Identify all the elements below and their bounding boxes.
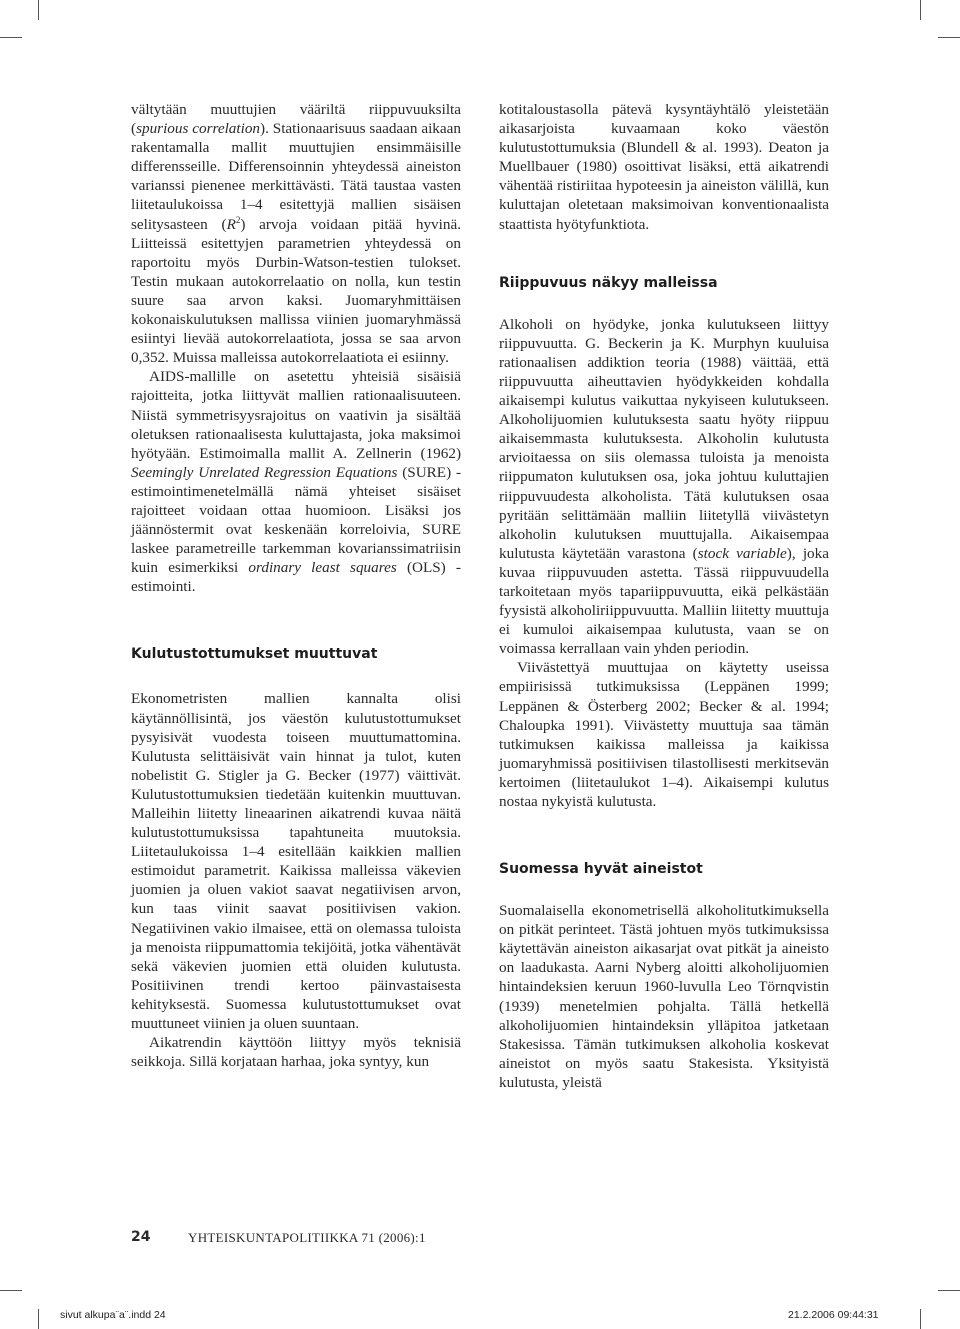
crop-mark [38, 1309, 39, 1329]
crop-mark [38, 0, 39, 20]
crop-mark [0, 37, 22, 38]
paragraph: kotitaloustasolla pätevä kysyntäyhtälö yleistetään aikasarjoista kuvaamaan koko väestön kulutustottumuksia (Blundell & al. 1993). Deaton ja Muellbauer (1980) osoittivat lisäksi, että aikatrendi vähentää ristiriitaa hypoteesin ja aineiston välillä, kun kuluttajan oletetaan maksimoivan konventionaalista staattista hyötyfunktiota. [499, 101, 829, 233]
journal-name: YHTEISKUNTAPOLITIIKKA 71 (2006):1 [188, 1230, 426, 1245]
italic-term: R [226, 215, 236, 233]
right-column [499, 100, 829, 1092]
slug-timestamp: 21.2.2006 09:44:31 [788, 1309, 879, 1321]
crop-mark [938, 1290, 960, 1291]
italic-term: spurious correlation [136, 120, 261, 138]
paragraph: Alkoholi on hyödyke, jonka kulutukseen liittyy riippuvuutta. G. Beckerin ja K. Murphyn kuuluisa rationaalisen addiktion teoria (1988) väittää, että riippuvuutta aiheuttavien hyödykkeiden kohdalla aikaisempi kulutus vaikuttaa nykyiseen kulutukseen. Alkoholijuomien kulutuksesta saatu hyöty riippuu aikaisemmasta kulutuksesta. Alkoholin kulutusta arvioitaessa on siis olemassa tuloista ja menoista riippumaton kulutuksen osa, joka johtuu kuluttajien riippuvuudesta alkoholista. Tätä kulutuksen osaa pyritään selittämään malliin liitetyllä viivästetyn alkoholin kulutuksen muuttujalla. Aikaisempaa kulutusta käytetään varastona (stock variable), joka kuvaa riippuvuuden astetta. Tässä riippuvuudella tarkoitetaan myös tapariippuvuutta, eikä pelkästään fyysistä alkoholiriippuvuutta. Malliin liitetty muuttuja ei kumuloi aikaisempaa kulutusta, vaan se on voimassa kerrallaan vain yhden periodin. [499, 315, 829, 658]
italic-term: stock variable [697, 544, 787, 562]
italic-term: ordinary least squares [248, 559, 397, 577]
crop-mark [938, 37, 960, 38]
left-column [131, 100, 461, 1071]
paragraph: Viivästettyä muuttujaa on käytetty useissa empiirisissä tutkimuksissa (Leppänen 1999; Leppänen & Österberg 2002; Becker & al. 1994; Chaloupka 1991). Viivästetty muuttuja saa tämän tutkimuksen kaikissa malleissa ja kaikissa juomaryhmissä positiivisen tilastollisesti merkitsevän kertoimen (liitetaulukot 1–4). Aikaisempi kulutus nostaa nykyistä kulutusta. [499, 659, 829, 810]
section-heading: Riippuvuus näkyy malleissa [499, 274, 718, 291]
paragraph: Aikatrendin käyttöön liittyy myös teknisiä seikkoja. Sillä korjataan harhaa, joka syntyy, kun [131, 1034, 461, 1071]
italic-term: Seemingly Unrelated Regression Equations [131, 463, 398, 481]
section-heading: Kulutustottumukset muuttuvat [131, 646, 378, 663]
paragraph: AIDS-mallille on asetettu yhteisiä sisäisiä rajoitteita, jotka liittyvät mallien rationaalisuuteen. Niistä symmetrisyysrajoitus on vaativin ja sisältää oletuksen rationaalisesta kuluttajasta, joka maksimoi hyötyään. Estimoimalla mallit A. Zellnerin (1962) Seemingly Unrelated Regression Equations (SURE) -estimointimenetelmällä nämä yhteiset sisäiset rajoitteet voidaan ottaa huomioon. Lisäksi jos jäännöstermit ovat keskenään korreloivia, SURE laskee parametreille tarkemman kovarianssimatriisin kuin esimerkiksi ordinary least squares (OLS) -estimointi. [131, 368, 462, 596]
crop-mark [0, 1290, 22, 1291]
paragraph: vältytään muuttujien vääriltä riippuvuuksilta (spurious correlation). Stationaarisuus saadaan aikaan rakentamalla mallit muuttujien ensimmäisille differensseille. Differensoinnin yhteydessä aineiston varianssi pienenee merkittävästi. Tätä taustaa vasten liitetaulukoissa 1–4 esitettyjä mallien sisäisen selitysasteen $(R^2)$ arvoja voidaan pitää hyvinä. Liitteissä esitettyjen parametrien yhteydessä on raportoitu myös Durbin-Watson-testien tulokset. Testin mukaan autokorrelaatio on nolla, kun testin suure saa arvon kaksi. Juomaryhmittäisen kokonaiskulutuksen mallissa viinien juomaryhmässä esiintyi lievää autokorrelaatiota, jossa se saa arvon 0,352. Muissa malleissa autokorrelaatiota ei esiinny. [131, 101, 461, 367]
paragraph: Suomalaisella ekonometrisellä alkoholitutkimuksella on pitkät perinteet. Tästä johtuen myös tutkimuksissa käytettävän aineiston aikasarjat ovat pitkät ja aineisto on laadukasta. Aarni Nyberg aloitti alkoholijuomien hintaindeksien keruun 1960-luvulla Leo Törnqvistin (1939) menetelmien pohjalta. Tällä hetkellä alkoholijuomien hintaindeksin ylläpitoa jatketaan Stakesissa. Tämän tutkimuksen alkoholia koskevat aineistot on myös saatu Stakesista. Yksityistä kulutusta, yleistä [499, 902, 829, 1091]
section-heading: Suomessa hyvät aineistot [499, 861, 703, 878]
paragraph: Ekonometristen mallien kannalta olisi käytännöllisintä, jos väestön kulutustottumukset pysyisivät vuodesta toiseen muuttumattomina. Kulutusta selittäisivät vain hinnat ja tulot, kuten nobelistit G. Stigler ja G. Becker (1977) väittivät. Kulutustottumuksien tiedetään kuitenkin muuttuvan. Malleihin liitetty lineaarinen aikatrendi kuvaa näitä kulutustottumuksissa tapahtuneita muutoksia. Liitetaulukoissa 1–4 esitellään kaikkien mallien estimoidut parametrit. Kaikissa malleissa väkevien juomien ja oluen vakiot saavat negatiivisen arvon, kun taas viinit saavat positiivisen vakion. Negatiivinen vakio ilmaisee, että on olemassa tuloista ja menoista riippumattomia tekijöitä, jotka vähentävät sekä väkevien juomien että oluiden kulutusta. Positiivinen trendi kertoo päinvastaisesta kehityksestä. Suomessa kulutustottumukset ovat muuttuneet viinien ja oluen suuntaan. [131, 690, 461, 1033]
crop-mark [920, 0, 921, 20]
page-number: 24 [131, 1229, 151, 1245]
slug-filename: sivut alkupa¨a¨.indd 24 [60, 1309, 166, 1321]
superscript: 2 [235, 214, 241, 225]
crop-mark [920, 1309, 921, 1329]
